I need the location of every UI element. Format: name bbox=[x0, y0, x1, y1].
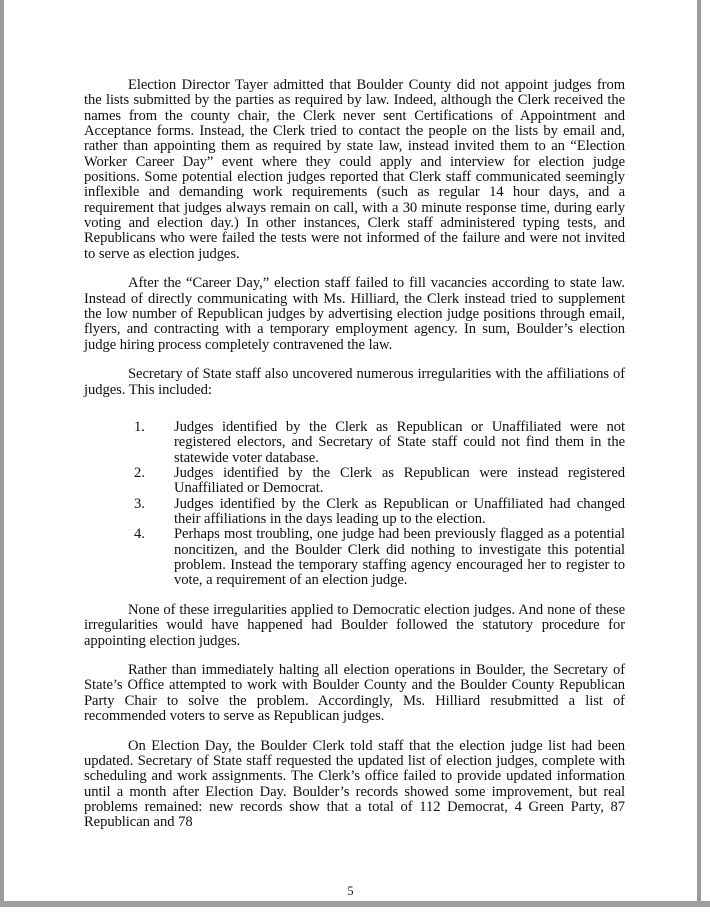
list-item-number: 2. bbox=[134, 464, 145, 481]
list-item-text: Perhaps most troubling, one judge had been previously flagged as a potential noncitizen, and the Boulder Clerk did nothing to investigate this potential problem. Instead the temporary staffing agency encouraged her to register to vote, a requirement of an election judge. bbox=[174, 526, 625, 589]
list-item bbox=[84, 497, 625, 528]
page-right-edge-shadow bbox=[697, 0, 701, 901]
paragraph-election-director-tayer: Election Director Tayer admitted that Boulder County did not appoint judges from the lists submitted by the parties as required by law. Indeed, although the Clerk received the names from the county chair, the Clerk never sent Certifications of Appointment and Acceptance forms. Instead, the Clerk tried to contact the people on the lists by email and, rather than appointing them as required by state law, instead invited them to an “Election Worker Career Day” event where they could apply and interview for election judge positions. Some potential election judges reported that Clerk staff communicated seemingly inflexible and demanding work requirements (such as regular 14 hour days, and a requirement that judges always remain on call, with a 30 minute response time, during early voting and election day.) In other instances, Clerk staff administered typing tests, and Republicans who were failed the tests were not informed of the failure and were not invited to serve as election judges. bbox=[84, 77, 625, 262]
page-outer-margin bbox=[0, 907, 710, 914]
list-item-text: Judges identified by the Clerk as Republican or Unaffiliated were not registered electors, and Secretary of State staff could not find them in the statewide voter database. bbox=[174, 418, 625, 466]
paragraph-on-election-day: On Election Day, the Boulder Clerk told staff that the election judge list had been updated. Secretary of State staff requested the updated list of election judges, complete with scheduling and work assignments. The Clerk’s office failed to provide updated information until a month after Election Day. Boulder’s records showed some improvement, but real problems remained: new records show that a total of 112 Democrat, 4 Green Party, 87 Republican and 78 bbox=[84, 737, 625, 831]
document-page bbox=[4, 0, 697, 901]
list-item-number: 3. bbox=[134, 495, 145, 512]
document-body bbox=[84, 78, 625, 845]
list-item-number: 4. bbox=[134, 526, 145, 543]
paragraph-affiliation-irregularities-intro: Secretary of State staff also uncovered numerous irregularities with the affiliations of judges. This included: bbox=[84, 366, 625, 398]
paragraph-after-career-day: After the “Career Day,” election staff failed to fill vacancies according to state law. Instead of directly communicating with Ms. Hilliard, the Clerk instead tried to supplement the low number of Republican judges by advertising election judge positions through email, flyers, and contracting with a temporary employment agency. In sum, Boulder’s election judge hiring process completely contravened the law. bbox=[84, 275, 625, 353]
list-item bbox=[84, 466, 625, 497]
paragraph-none-of-these-irregularities: None of these irregularities applied to Democratic election judges. And none of these irregularities would have happened had Boulder followed the statutory procedure for appointing election judges. bbox=[84, 601, 625, 649]
list-item bbox=[84, 527, 625, 588]
list-item bbox=[84, 420, 625, 466]
paragraph-rather-than-halting: Rather than immediately halting all election operations in Boulder, the Secretary of State’s Office attempted to work with Boulder County and the Boulder County Republican Party Chair to solve the problem. Accordingly, Ms. Hilliard resubmitted a list of recommended voters to serve as Republican judges. bbox=[84, 662, 625, 725]
list-item-text: Judges identified by the Clerk as Republican or Unaffiliated had changed their affiliations in the days leading up to the election. bbox=[174, 495, 625, 527]
list-item-text: Judges identified by the Clerk as Republican were instead registered Unaffiliated or Democrat. bbox=[174, 464, 625, 497]
irregularities-numbered-list bbox=[84, 420, 625, 589]
page-number-footer: 5 bbox=[347, 884, 354, 898]
list-item-number: 1. bbox=[134, 418, 145, 435]
